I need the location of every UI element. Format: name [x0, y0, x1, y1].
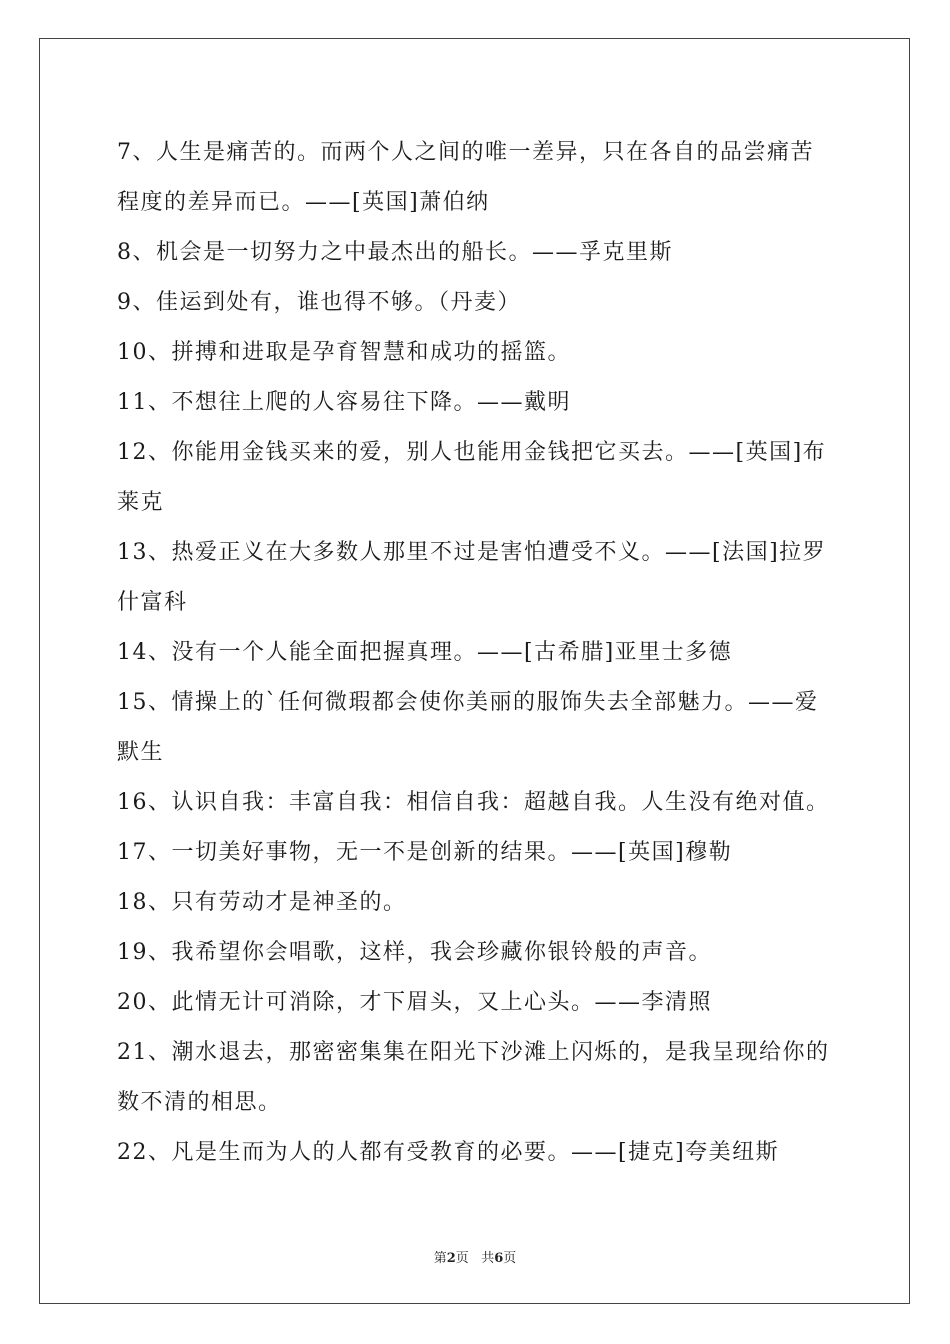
- total-pages: 6: [494, 1251, 504, 1266]
- text-line: 莱克: [117, 490, 165, 515]
- text-line: 19、我希望你会唱歌，这样，我会珍藏你银铃般的声音。: [117, 940, 712, 965]
- text-line: 16、认识自我：丰富自我：相信自我：超越自我。人生没有绝对值。: [117, 790, 830, 815]
- page-prefix: 第: [433, 1251, 447, 1266]
- total-suffix: 页: [503, 1251, 517, 1266]
- page-suffix: 页: [455, 1251, 469, 1266]
- document-body: [117, 128, 837, 1178]
- text-line: 22、凡是生而为人的人都有受教育的必要。——[捷克]夸美纽斯: [117, 1140, 780, 1165]
- page-footer: [0, 1247, 950, 1266]
- text-line: 默生: [117, 740, 165, 765]
- text-line: 数不清的相思。: [117, 1090, 282, 1115]
- text-line: 17、一切美好事物，无一不是创新的结果。——[英国]穆勒: [117, 840, 733, 865]
- text-line: 20、此情无计可消除，才下眉头，又上心头。——李清照: [117, 990, 712, 1015]
- text-line: 9、佳运到处有，谁也得不够。（丹麦）: [117, 290, 521, 315]
- text-line: 15、情操上的`任何微瑕都会使你美丽的服饰失去全部魅力。——爱: [117, 690, 819, 715]
- text-line: 14、没有一个人能全面把握真理。——[古希腊]亚里士多德: [117, 640, 733, 665]
- text-line: 7、人生是痛苦的。而两个人之间的唯一差异，只在各自的品尝痛苦: [117, 140, 814, 165]
- text-line: 21、潮水退去，那密密集集在阳光下沙滩上闪烁的，是我呈现给你的: [117, 1040, 830, 1065]
- text-line: 8、机会是一切努力之中最杰出的船长。——孚克里斯: [117, 240, 673, 265]
- text-line: 18、只有劳动才是神圣的。: [117, 890, 407, 915]
- total-prefix: 共: [481, 1251, 495, 1266]
- text-line: 10、拼搏和进取是孕育智慧和成功的摇篮。: [117, 340, 571, 365]
- page-number: 2: [446, 1251, 456, 1266]
- text-line: 11、不想往上爬的人容易往下降。——戴明: [117, 390, 571, 415]
- text-line: 什富科: [117, 590, 188, 615]
- text-line: 程度的差异而已。——[英国]萧伯纳: [117, 190, 490, 215]
- text-line: 12、你能用金钱买来的爱，别人也能用金钱把它买去。——[英国]布: [117, 440, 827, 465]
- text-line: 13、热爱正义在大多数人那里不过是害怕遭受不义。——[法国]拉罗: [117, 540, 827, 565]
